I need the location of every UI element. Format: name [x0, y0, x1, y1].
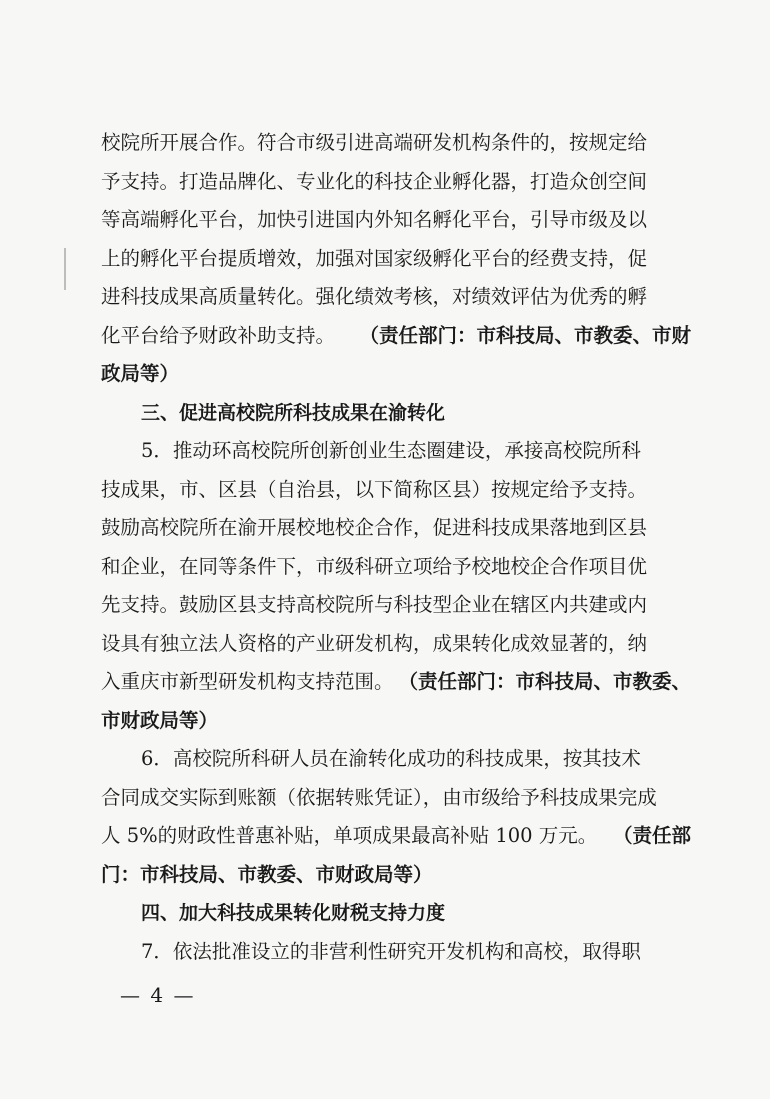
responsibility-note: 市财政局等） [101, 708, 219, 732]
text-line: 5．推动环高校院所创新创业生态圈建设，承接高校院所科 [141, 439, 641, 462]
text-line: 等高端孵化平台，加快引进国内外知名孵化平台，引导市级及以 [101, 208, 648, 231]
text-run: 入重庆市新型研发机构支持范围。 [101, 670, 394, 693]
responsibility-note: （责任部门：市科技局、市教委、市财 [359, 323, 691, 347]
text-line [101, 355, 691, 394]
text-line: 设具有独立法人资格的产业研发机构，成果转化成效显著的，纳 [101, 631, 648, 655]
text-run: 化平台给予财政补助支持。 [101, 323, 336, 347]
text-line: 合同成交实际到账额（依据转账凭证），由市级给予科技成果完成 [101, 785, 657, 809]
responsibility-note: 门：市科技局、市教委、市财政局等） [101, 862, 433, 886]
text-line: 技成果，市、区县（自治县，以下简称区县）按规定给予支持。 [101, 477, 648, 501]
text-line: 7．依法批准设立的非营利性研究开发机构和高校，取得职 [141, 939, 641, 963]
text-line: 予支持。打造品牌化、专业化的科技企业孵化器，打造众创空间 [101, 169, 648, 193]
text-line: 鼓励高校院所在渝开展校地校企合作，促进科技成果落地到区县 [101, 516, 648, 539]
text-line: 和企业，在同等条件下，市级科研立项给予校地校企合作项目优 [101, 554, 648, 578]
page-number: — 4 — [120, 983, 196, 1007]
text-run: 人 5%的财政性普惠补贴，单项成果最高补贴 100 万元。 [101, 824, 598, 847]
section-heading-4: 四、加大科技成果转化财税支持力度 [141, 902, 446, 924]
page-body [101, 124, 691, 971]
text-line: 进科技成果高质量转化。强化绩效考核，对绩效评估为优秀的孵 [101, 285, 648, 308]
text-line [101, 663, 691, 702]
text-line [101, 817, 691, 856]
text-line: 校院所开展合作。符合市级引进高端研发机构条件的，按规定给 [101, 131, 648, 154]
text-line: 先支持。鼓励区县支持高校院所与科技型企业在辖区内共建或内 [101, 593, 648, 616]
section-heading-3: 三、促进高校院所科技成果在渝转化 [141, 401, 446, 424]
text-line [101, 702, 691, 741]
text-line [101, 317, 691, 356]
responsibility-note: 政局等） [101, 362, 180, 385]
text-line: 上的孵化平台提质增效，加强对国家级孵化平台的经费支持，促 [101, 246, 648, 270]
text-line: 6．高校院所科研人员在渝转化成功的科技成果，按其技术 [141, 747, 641, 770]
responsibility-note: （责任部门：市科技局、市教委、 [398, 670, 691, 693]
margin-mark [64, 248, 66, 290]
responsibility-note: （责任部 [612, 824, 691, 847]
text-line [101, 856, 691, 895]
